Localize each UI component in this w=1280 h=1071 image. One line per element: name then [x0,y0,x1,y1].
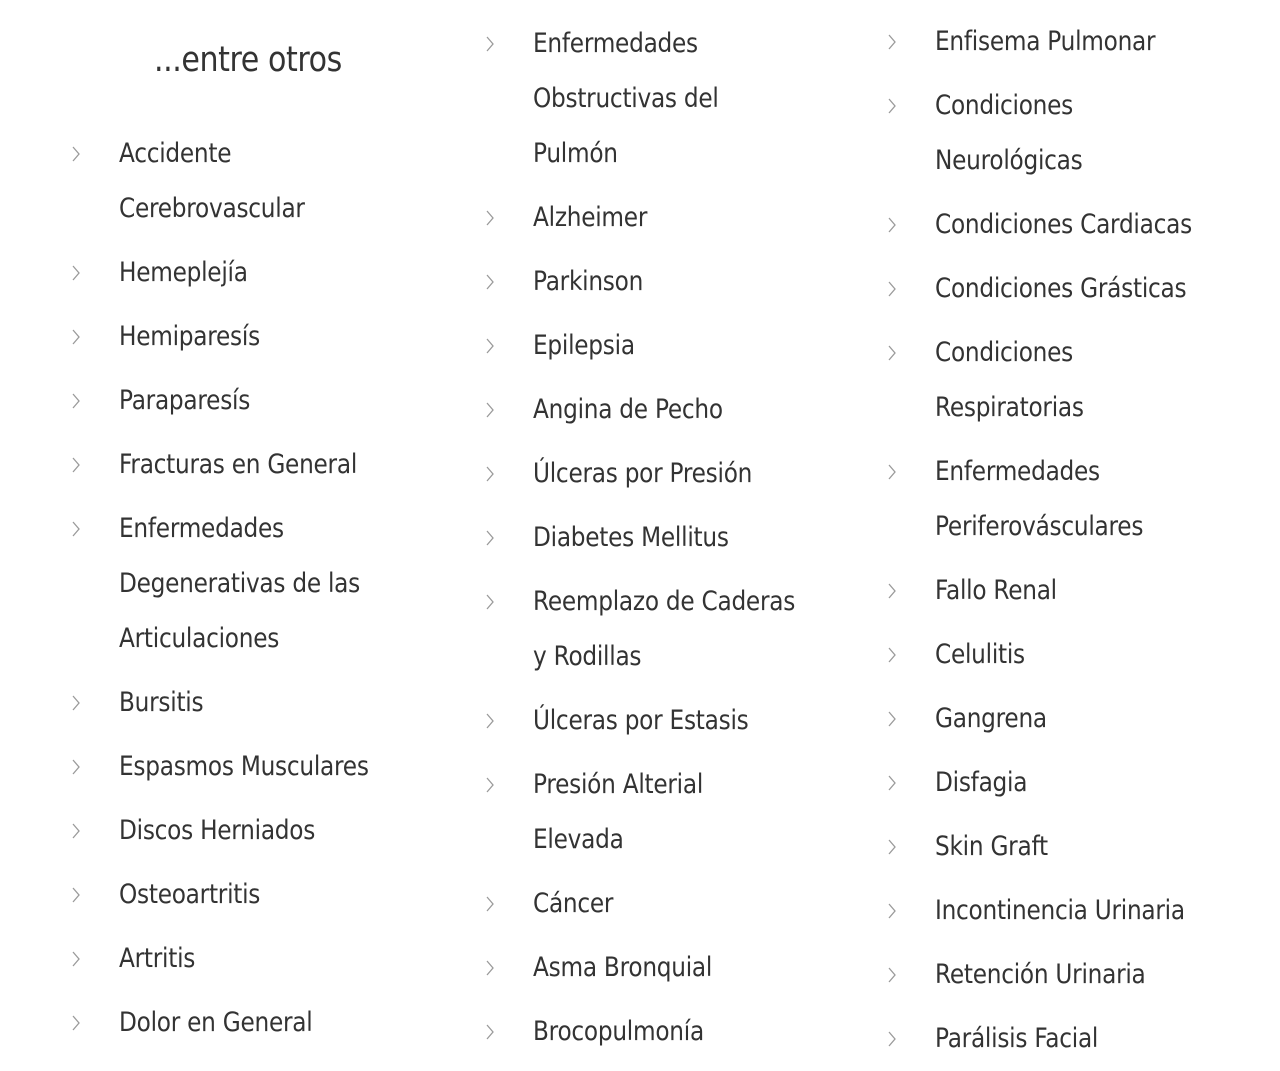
condition-label: Espasmos Musculares [119,751,369,782]
condition-label: Úlceras por Estasis [533,705,749,736]
chevron-right-icon [71,887,81,903]
chevron-right-icon [485,210,495,226]
condition-label: Úlceras por Presión [533,458,753,489]
chevron-right-icon [485,777,495,793]
chevron-right-icon [485,36,495,52]
chevron-right-icon [71,695,81,711]
condition-label: Condiciones Respiratorias [935,337,1084,423]
condition-label: Alzheimer [533,202,648,233]
chevron-right-icon [485,466,495,482]
condition-label: Celulitis [935,639,1025,670]
condition-label: Bursitis [119,687,204,718]
condition-list-item [480,872,840,936]
condition-label: Dolor en General [119,1007,313,1038]
chevron-right-icon [887,775,897,791]
condition-list-item [480,936,840,1000]
condition-list-item [480,689,840,753]
condition-list-item [882,815,1262,879]
condition-list-item [66,241,436,305]
condition-list-item [66,122,436,241]
chevron-right-icon [71,457,81,473]
chevron-right-icon [887,217,897,233]
condition-label: Accidente Cerebrovascular [119,138,305,224]
condition-list-item [882,1007,1262,1071]
condition-label: Disfagia [935,767,1028,798]
condition-list-item [480,753,840,872]
condition-list-item [882,193,1262,257]
condition-label: Presión Alterial Elevada [533,769,704,855]
condition-label: Retención Urinaria [935,959,1146,990]
chevron-right-icon [485,960,495,976]
chevron-right-icon [887,839,897,855]
condition-list-item [66,799,436,863]
condition-list-item [882,687,1262,751]
condition-list-item [480,314,840,378]
condition-label: Paraparesís [119,385,251,416]
condition-list-item [480,186,840,250]
condition-label: Angina de Pecho [533,394,723,425]
condition-label: Asma Bronquial [533,952,713,983]
chevron-right-icon [485,713,495,729]
condition-list-item [480,570,840,689]
chevron-right-icon [887,711,897,727]
condition-list-item [66,863,436,927]
condition-label: Hemiparesís [119,321,260,352]
condition-list-item [882,74,1262,193]
condition-label: Enfermedades Degenerativas de las Articulaciones [119,513,361,654]
condition-label: Condiciones Neurológicas [935,90,1083,176]
section-heading: ...entre otros [154,40,342,80]
condition-list-item [480,442,840,506]
condition-list-item [480,378,840,442]
chevron-right-icon [887,464,897,480]
chevron-right-icon [485,274,495,290]
condition-label: Enfermedades Periferovásculares [935,456,1144,542]
condition-label: Cáncer [533,888,614,919]
condition-list-item [66,305,436,369]
condition-list-item [66,369,436,433]
chevron-right-icon [887,647,897,663]
chevron-right-icon [887,98,897,114]
condition-list-item [66,433,436,497]
condition-list-item [882,559,1262,623]
chevron-right-icon [887,903,897,919]
condition-list-item [66,927,436,991]
condition-list-item [480,12,840,186]
chevron-right-icon [71,265,81,281]
condition-label: Discos Herniados [119,815,316,846]
condition-label: Skin Graft [935,831,1048,862]
condition-list-item [882,751,1262,815]
chevron-right-icon [887,967,897,983]
condition-list-item [480,250,840,314]
conditions-list-column-3 [882,10,1262,1071]
chevron-right-icon [485,338,495,354]
condition-label: Hemeplejía [119,257,248,288]
chevron-right-icon [71,329,81,345]
condition-list-item [66,497,436,671]
condition-label: Fallo Renal [935,575,1057,606]
chevron-right-icon [887,281,897,297]
chevron-right-icon [887,1031,897,1047]
chevron-right-icon [485,896,495,912]
condition-list-item [882,879,1262,943]
condition-label: Reemplazo de Caderas y Rodillas [533,586,796,672]
chevron-right-icon [887,583,897,599]
condition-label: Condiciones Cardiacas [935,209,1192,240]
condition-label: Parkinson [533,266,644,297]
condition-label: Parálisis Facial [935,1023,1099,1054]
chevron-right-icon [71,759,81,775]
condition-list-item [480,1000,840,1064]
condition-label: Gangrena [935,703,1047,734]
chevron-right-icon [71,393,81,409]
chevron-right-icon [485,1024,495,1040]
chevron-right-icon [71,1015,81,1031]
condition-label: Enfisema Pulmonar [935,26,1156,57]
chevron-right-icon [887,34,897,50]
conditions-list-column-2 [480,12,840,1064]
chevron-right-icon [71,951,81,967]
condition-label: Incontinencia Urinaria [935,895,1185,926]
condition-list-item [882,943,1262,1007]
condition-list-item [66,991,436,1055]
condition-list-item [882,321,1262,440]
condition-list-item [882,10,1262,74]
chevron-right-icon [485,594,495,610]
condition-list-item [66,671,436,735]
condition-label: Epilepsia [533,330,635,361]
chevron-right-icon [887,345,897,361]
condition-label: Enfermedades Obstructivas del Pulmón [533,28,719,169]
chevron-right-icon [71,146,81,162]
condition-list-item [882,440,1262,559]
condition-label: Condiciones Grásticas [935,273,1187,304]
conditions-list-column-1 [66,122,436,1055]
chevron-right-icon [71,823,81,839]
condition-label: Artritis [119,943,196,974]
chevron-right-icon [485,530,495,546]
condition-label: Diabetes Mellitus [533,522,729,553]
condition-list-item [882,623,1262,687]
chevron-right-icon [71,521,81,537]
condition-list-item [66,735,436,799]
chevron-right-icon [485,402,495,418]
condition-label: Brocopulmonía [533,1016,704,1047]
condition-label: Osteoartritis [119,879,261,910]
condition-list-item [480,506,840,570]
condition-list-item [882,257,1262,321]
condition-label: Fracturas en General [119,449,358,480]
